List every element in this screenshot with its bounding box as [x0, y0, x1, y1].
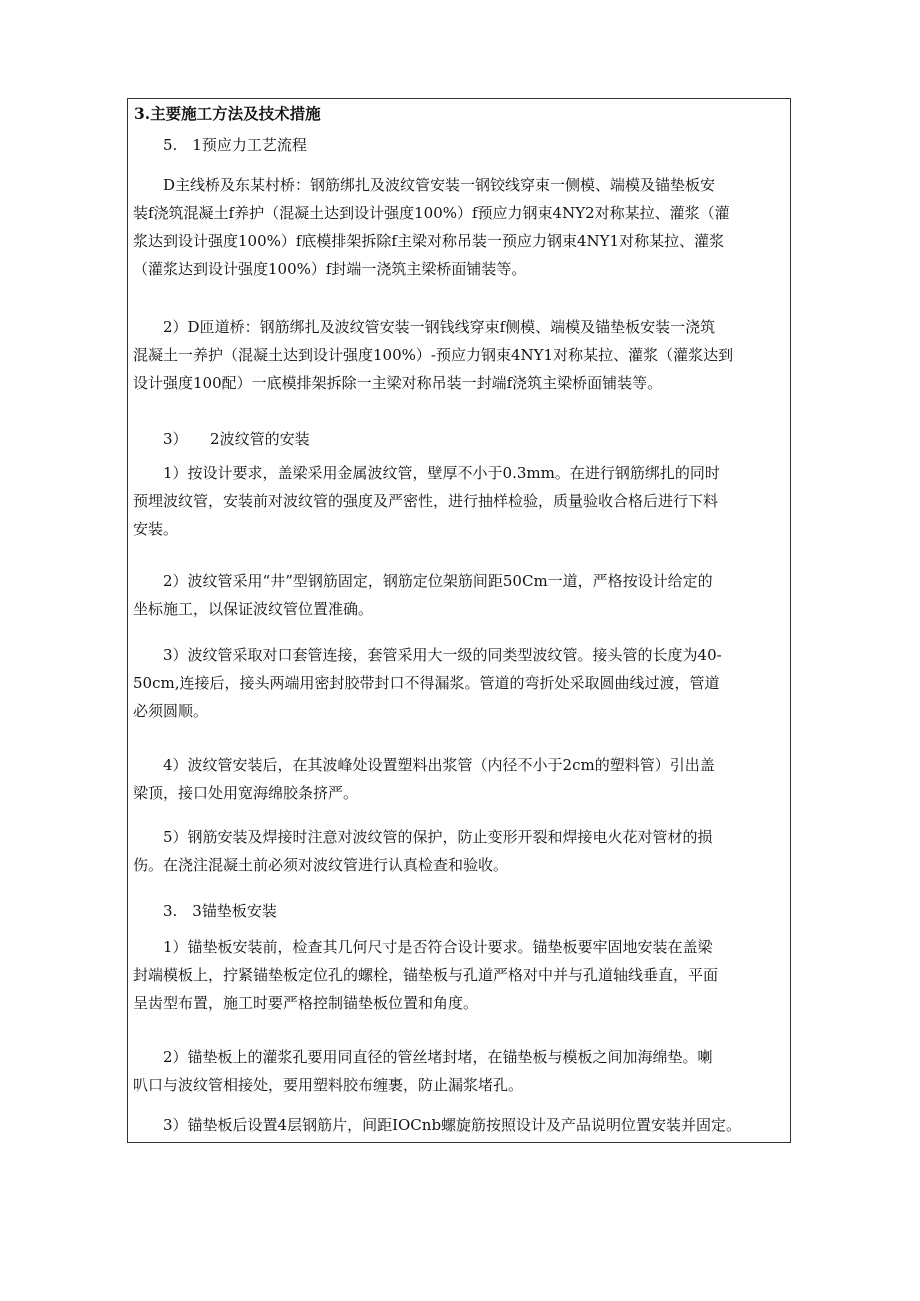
- text-line: 预埋波纹管，安装前对波纹管的强度及严密性，进行抽样检验，质量验收合格后进行下料: [133, 492, 719, 510]
- text-line: 3）波纹管采取对口套管连接，套管采用大一级的同类型波纹管。接头管的长度为40-: [163, 646, 722, 664]
- document-frame: [127, 98, 791, 1143]
- paragraph-duct-item-1: [128, 459, 791, 543]
- text-line: 封端模板上，拧紧锚垫板定位孔的螺栓，锚垫板与孔道严格对中并与孔道轴线垂直，平面: [133, 966, 719, 984]
- heading-anchor-plate: [128, 897, 791, 925]
- paragraph-duct-item-5: [128, 823, 791, 879]
- text-line: 4）波纹管安装后，在其波峰处设置塑料出浆管（内径不小于2cm的塑料管）引出盖: [163, 756, 715, 774]
- text-line: 5. 1预应力工艺流程: [163, 136, 307, 154]
- text-line: 1）按设计要求，盖梁采用金属波纹管，壁厚不小于0.3mm。在进行钢筋绑扎的同时: [163, 464, 720, 482]
- text-line: 安装。: [133, 520, 179, 538]
- text-line: 混凝土一养护（混凝土达到设计强度100%）-预应力钢束4NY1对称某拉、灌浆（灌浆达到: [133, 346, 734, 364]
- paragraph-duct-item-2: [128, 567, 791, 623]
- heading-duct-installation: [128, 425, 791, 453]
- section-title: 3.主要施工方法及技术措施: [134, 104, 321, 123]
- text-line: 装f浇筑混凝土f养护（混凝土达到设计强度100%）f预应力钢束4NY2对称某拉、灌浆（灌: [133, 204, 730, 222]
- text-line: 3） 2波纹管的安装: [163, 430, 310, 448]
- paragraph-plate-item-2: [128, 1043, 791, 1099]
- text-line: 1）锚垫板安装前，检查其几何尺寸是否符合设计要求。锚垫板要牢固地安装在盖梁: [163, 938, 713, 956]
- paragraph-duct-item-3: [128, 641, 791, 725]
- text-line: 浆达到设计强度100%）f底模排架拆除f主梁对称吊装一预应力钢束4NY1对称某拉、灌浆: [133, 232, 725, 250]
- text-line: 3）锚垫板后设置4层钢筋片，间距IOCnb螺旋筋按照设计及产品说明位置安装并固定。: [163, 1116, 742, 1134]
- text-line: 坐标施工，以保证波纹管位置准确。: [133, 600, 374, 618]
- paragraph-ramp-bridge-flow: [128, 313, 791, 397]
- paragraph-plate-item-1: [128, 933, 791, 1017]
- paragraph-plate-item-3: [128, 1111, 791, 1139]
- text-line: 3. 3锚垫板安装: [163, 902, 277, 920]
- text-line: （灌浆达到设计强度100%）f封端一浇筑主梁桥面铺装等。: [133, 260, 527, 278]
- text-line: 5）钢筋安装及焊接时注意对波纹管的保护，防止变形开裂和焊接电火花对管材的损: [163, 828, 713, 846]
- text-line: 2）锚垫板上的灌浆孔要用同直径的管丝堵封堵，在锚垫板与模板之间加海绵垫。喇: [163, 1048, 713, 1066]
- text-line: 伤。在浇注混凝土前必须对波纹管进行认真检查和验收。: [133, 856, 509, 874]
- paragraph-main-bridge-flow: [128, 171, 791, 283]
- paragraph-duct-item-4: [128, 751, 791, 807]
- text-line: 设计强度100配）一底模排架拆除一主梁对称吊装一封端f浇筑主梁桥面铺装等。: [133, 374, 663, 392]
- text-line: D主线桥及东某村桥：钢筋绑扎及波纹管安装一钢铰线穿束一侧模、端模及锚垫板安: [163, 176, 716, 194]
- text-line: 叭口与波纹管相接处，要用塑料胶布缠裹，防止漏浆堵孔。: [133, 1076, 524, 1094]
- text-line: 呈齿型布置，施工时要严格控制锚垫板位置和角度。: [133, 994, 479, 1012]
- text-line: 50cm,连接后，接头两端用密封胶带封口不得漏浆。管道的弯折处采取圆曲线过渡，管道: [133, 674, 720, 692]
- text-line: 必须圆顺。: [133, 702, 209, 720]
- text-line: 2）波纹管采用“井”型钢筋固定，钢筋定位架筋间距50Cm一道，严格按设计给定的: [163, 572, 713, 590]
- heading-prestress-flow: [128, 131, 791, 159]
- text-line: 梁顶，接口处用宽海绵胶条挤严。: [133, 784, 359, 802]
- text-line: 2）D匝道桥：钢筋绑扎及波纹管安装一钢钱线穿束f侧模、端模及锚垫板安装一浇筑: [163, 318, 716, 336]
